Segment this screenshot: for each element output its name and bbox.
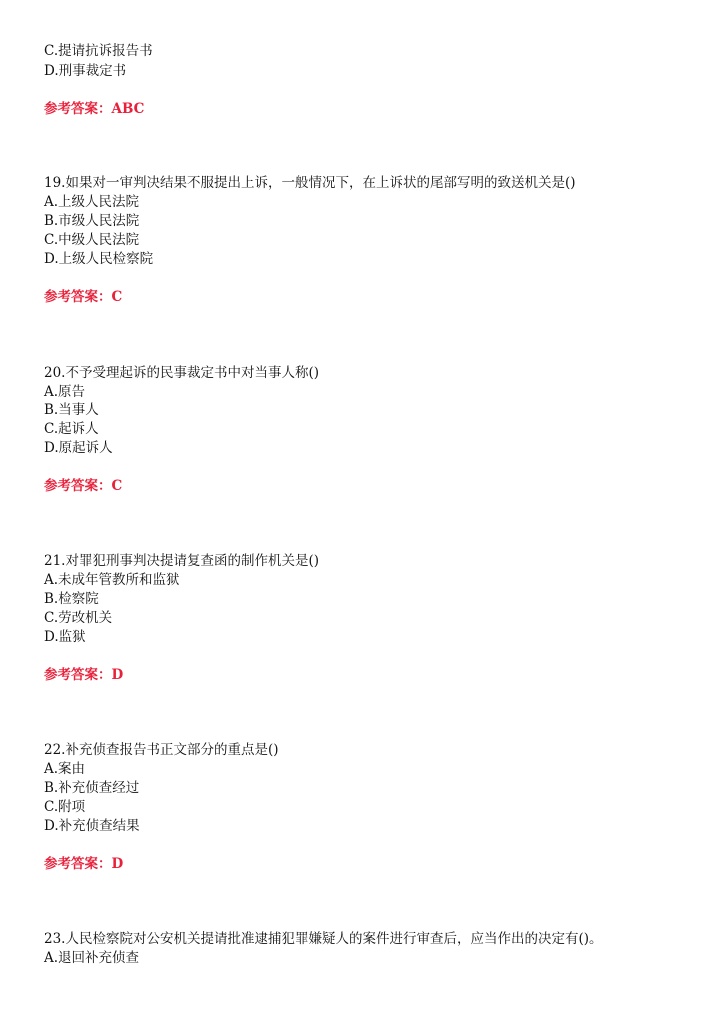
question-stem: 20.不予受理起诉的民事裁定书中对当事人称() (44, 365, 320, 381)
option-c: C.附项 (44, 799, 86, 815)
option-a: A.未成年管教所和监狱 (44, 572, 180, 588)
question-stem: 19.如果对一审判决结果不服提出上诉，一般情况下，在上诉状的尾部写明的致送机关是() (44, 175, 576, 191)
option-d: D.上级人民检察院 (44, 251, 154, 267)
option-b: B.补充侦查经过 (44, 780, 140, 796)
option-c: C.起诉人 (44, 421, 99, 437)
option-a: A.案由 (44, 761, 86, 777)
answer-label: 参考答案：ABC (44, 101, 145, 117)
option-c: C.劳改机关 (44, 610, 113, 626)
option-b: B.检察院 (44, 591, 99, 607)
option-d: D.原起诉人 (44, 440, 113, 456)
answer-label: 参考答案：D (44, 667, 124, 683)
option-b: B.当事人 (44, 402, 99, 418)
answer-label: 参考答案：C (44, 289, 123, 305)
option-c: C.中级人民法院 (44, 232, 140, 248)
question-stem: 23.人民检察院对公安机关提请批准逮捕犯罪嫌疑人的案件进行审查后，应当作出的决定有()。 (44, 931, 603, 947)
option-b: B.市级人民法院 (44, 213, 140, 229)
question-stem: 22.补充侦查报告书正文部分的重点是() (44, 742, 279, 758)
option-d: D.监狱 (44, 629, 86, 645)
option-a: A.退回补充侦查 (44, 950, 140, 966)
question-stem: 21.对罪犯刑事判决提请复查函的制作机关是() (44, 553, 320, 569)
option-a: A.原告 (44, 384, 86, 400)
option-c: C.提请抗诉报告书 (44, 43, 153, 59)
option-d: D.补充侦查结果 (44, 818, 140, 834)
option-d: D.刑事裁定书 (44, 63, 127, 79)
answer-label: 参考答案：C (44, 478, 123, 494)
option-a: A.上级人民法院 (44, 194, 140, 210)
answer-label: 参考答案：D (44, 856, 124, 872)
